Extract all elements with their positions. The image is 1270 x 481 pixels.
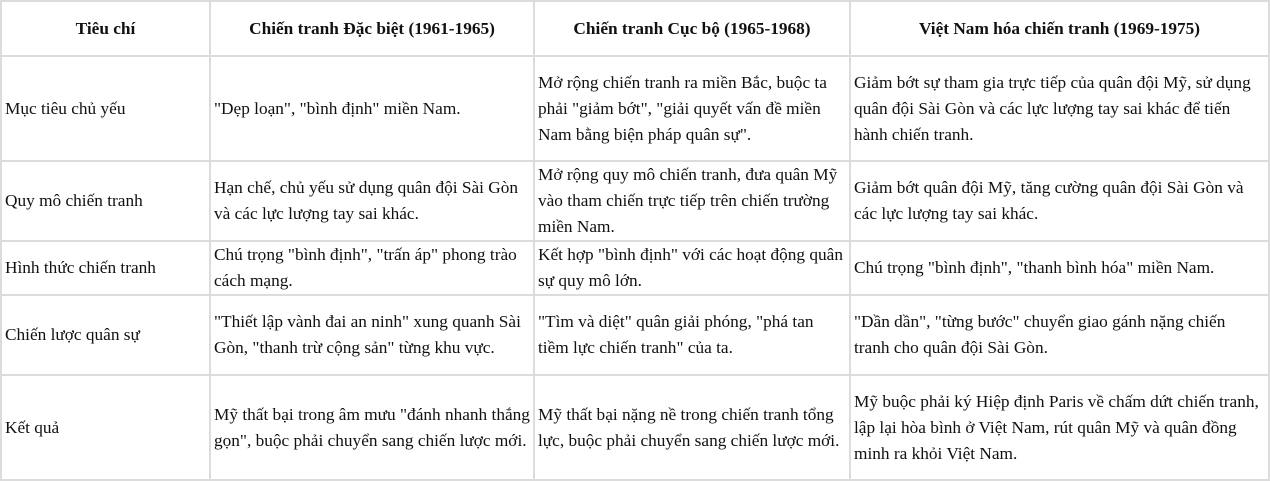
table-row (1, 375, 1269, 480)
vietnamization-cell: "Dần dần", "từng bước" chuyển giao gánh nặng chiến tranh cho quân đội Sài Gòn. (850, 295, 1269, 375)
local-war-cell: Mở rộng quy mô chiến tranh, đưa quân Mỹ vào tham chiến trực tiếp trên chiến trường miền Nam. (534, 161, 850, 241)
vietnamization-cell: Giảm bớt sự tham gia trực tiếp của quân đội Mỹ, sử dụng quân đội Sài Gòn và các lực lượng tay sai khác để tiến hành chiến tranh. (850, 56, 1269, 161)
criterion-cell: Quy mô chiến tranh (1, 161, 210, 241)
special-war-cell: Hạn chế, chủ yếu sử dụng quân đội Sài Gòn và các lực lượng tay sai khác. (210, 161, 534, 241)
local-war-cell: Kết hợp "bình định" với các hoạt động quân sự quy mô lớn. (534, 241, 850, 295)
local-war-cell: Mở rộng chiến tranh ra miền Bắc, buộc ta phải "giảm bớt", "giải quyết vấn đề miền Nam bằng biện pháp quân sự". (534, 56, 850, 161)
local-war-cell: Mỹ thất bại nặng nề trong chiến tranh tổng lực, buộc phải chuyển sang chiến lược mới. (534, 375, 850, 480)
table-row (1, 295, 1269, 375)
special-war-cell: "Dẹp loạn", "bình định" miền Nam. (210, 56, 534, 161)
criterion-cell: Mục tiêu chủ yếu (1, 56, 210, 161)
table-row (1, 161, 1269, 241)
header-vietnamization: Việt Nam hóa chiến tranh (1969-1975) (850, 1, 1269, 56)
header-criterion: Tiêu chí (1, 1, 210, 56)
table-row (1, 241, 1269, 295)
vietnamization-cell: Giảm bớt quân đội Mỹ, tăng cường quân đội Sài Gòn và các lực lượng tay sai khác. (850, 161, 1269, 241)
vietnamization-cell: Mỹ buộc phải ký Hiệp định Paris về chấm dứt chiến tranh, lập lại hòa bình ở Việt Nam, rút quân Mỹ và quân đồng minh ra khỏi Việt Nam. (850, 375, 1269, 480)
local-war-cell: "Tìm và diệt" quân giải phóng, "phá tan tiềm lực chiến tranh" của ta. (534, 295, 850, 375)
table-row (1, 56, 1269, 161)
criterion-cell: Hình thức chiến tranh (1, 241, 210, 295)
header-special-war: Chiến tranh Đặc biệt (1961-1965) (210, 1, 534, 56)
table-header (1, 1, 1269, 56)
special-war-cell: Chú trọng "bình định", "trấn áp" phong trào cách mạng. (210, 241, 534, 295)
special-war-cell: "Thiết lập vành đai an ninh" xung quanh Sài Gòn, "thanh trừ cộng sản" từng khu vực. (210, 295, 534, 375)
criterion-cell: Kết quả (1, 375, 210, 480)
header-local-war: Chiến tranh Cục bộ (1965-1968) (534, 1, 850, 56)
criterion-cell: Chiến lược quân sự (1, 295, 210, 375)
vietnamization-cell: Chú trọng "bình định", "thanh bình hóa" miền Nam. (850, 241, 1269, 295)
header-row (1, 1, 1269, 56)
table-body (1, 56, 1269, 480)
special-war-cell: Mỹ thất bại trong âm mưu "đánh nhanh thắng gọn", buộc phải chuyển sang chiến lược mới. (210, 375, 534, 480)
